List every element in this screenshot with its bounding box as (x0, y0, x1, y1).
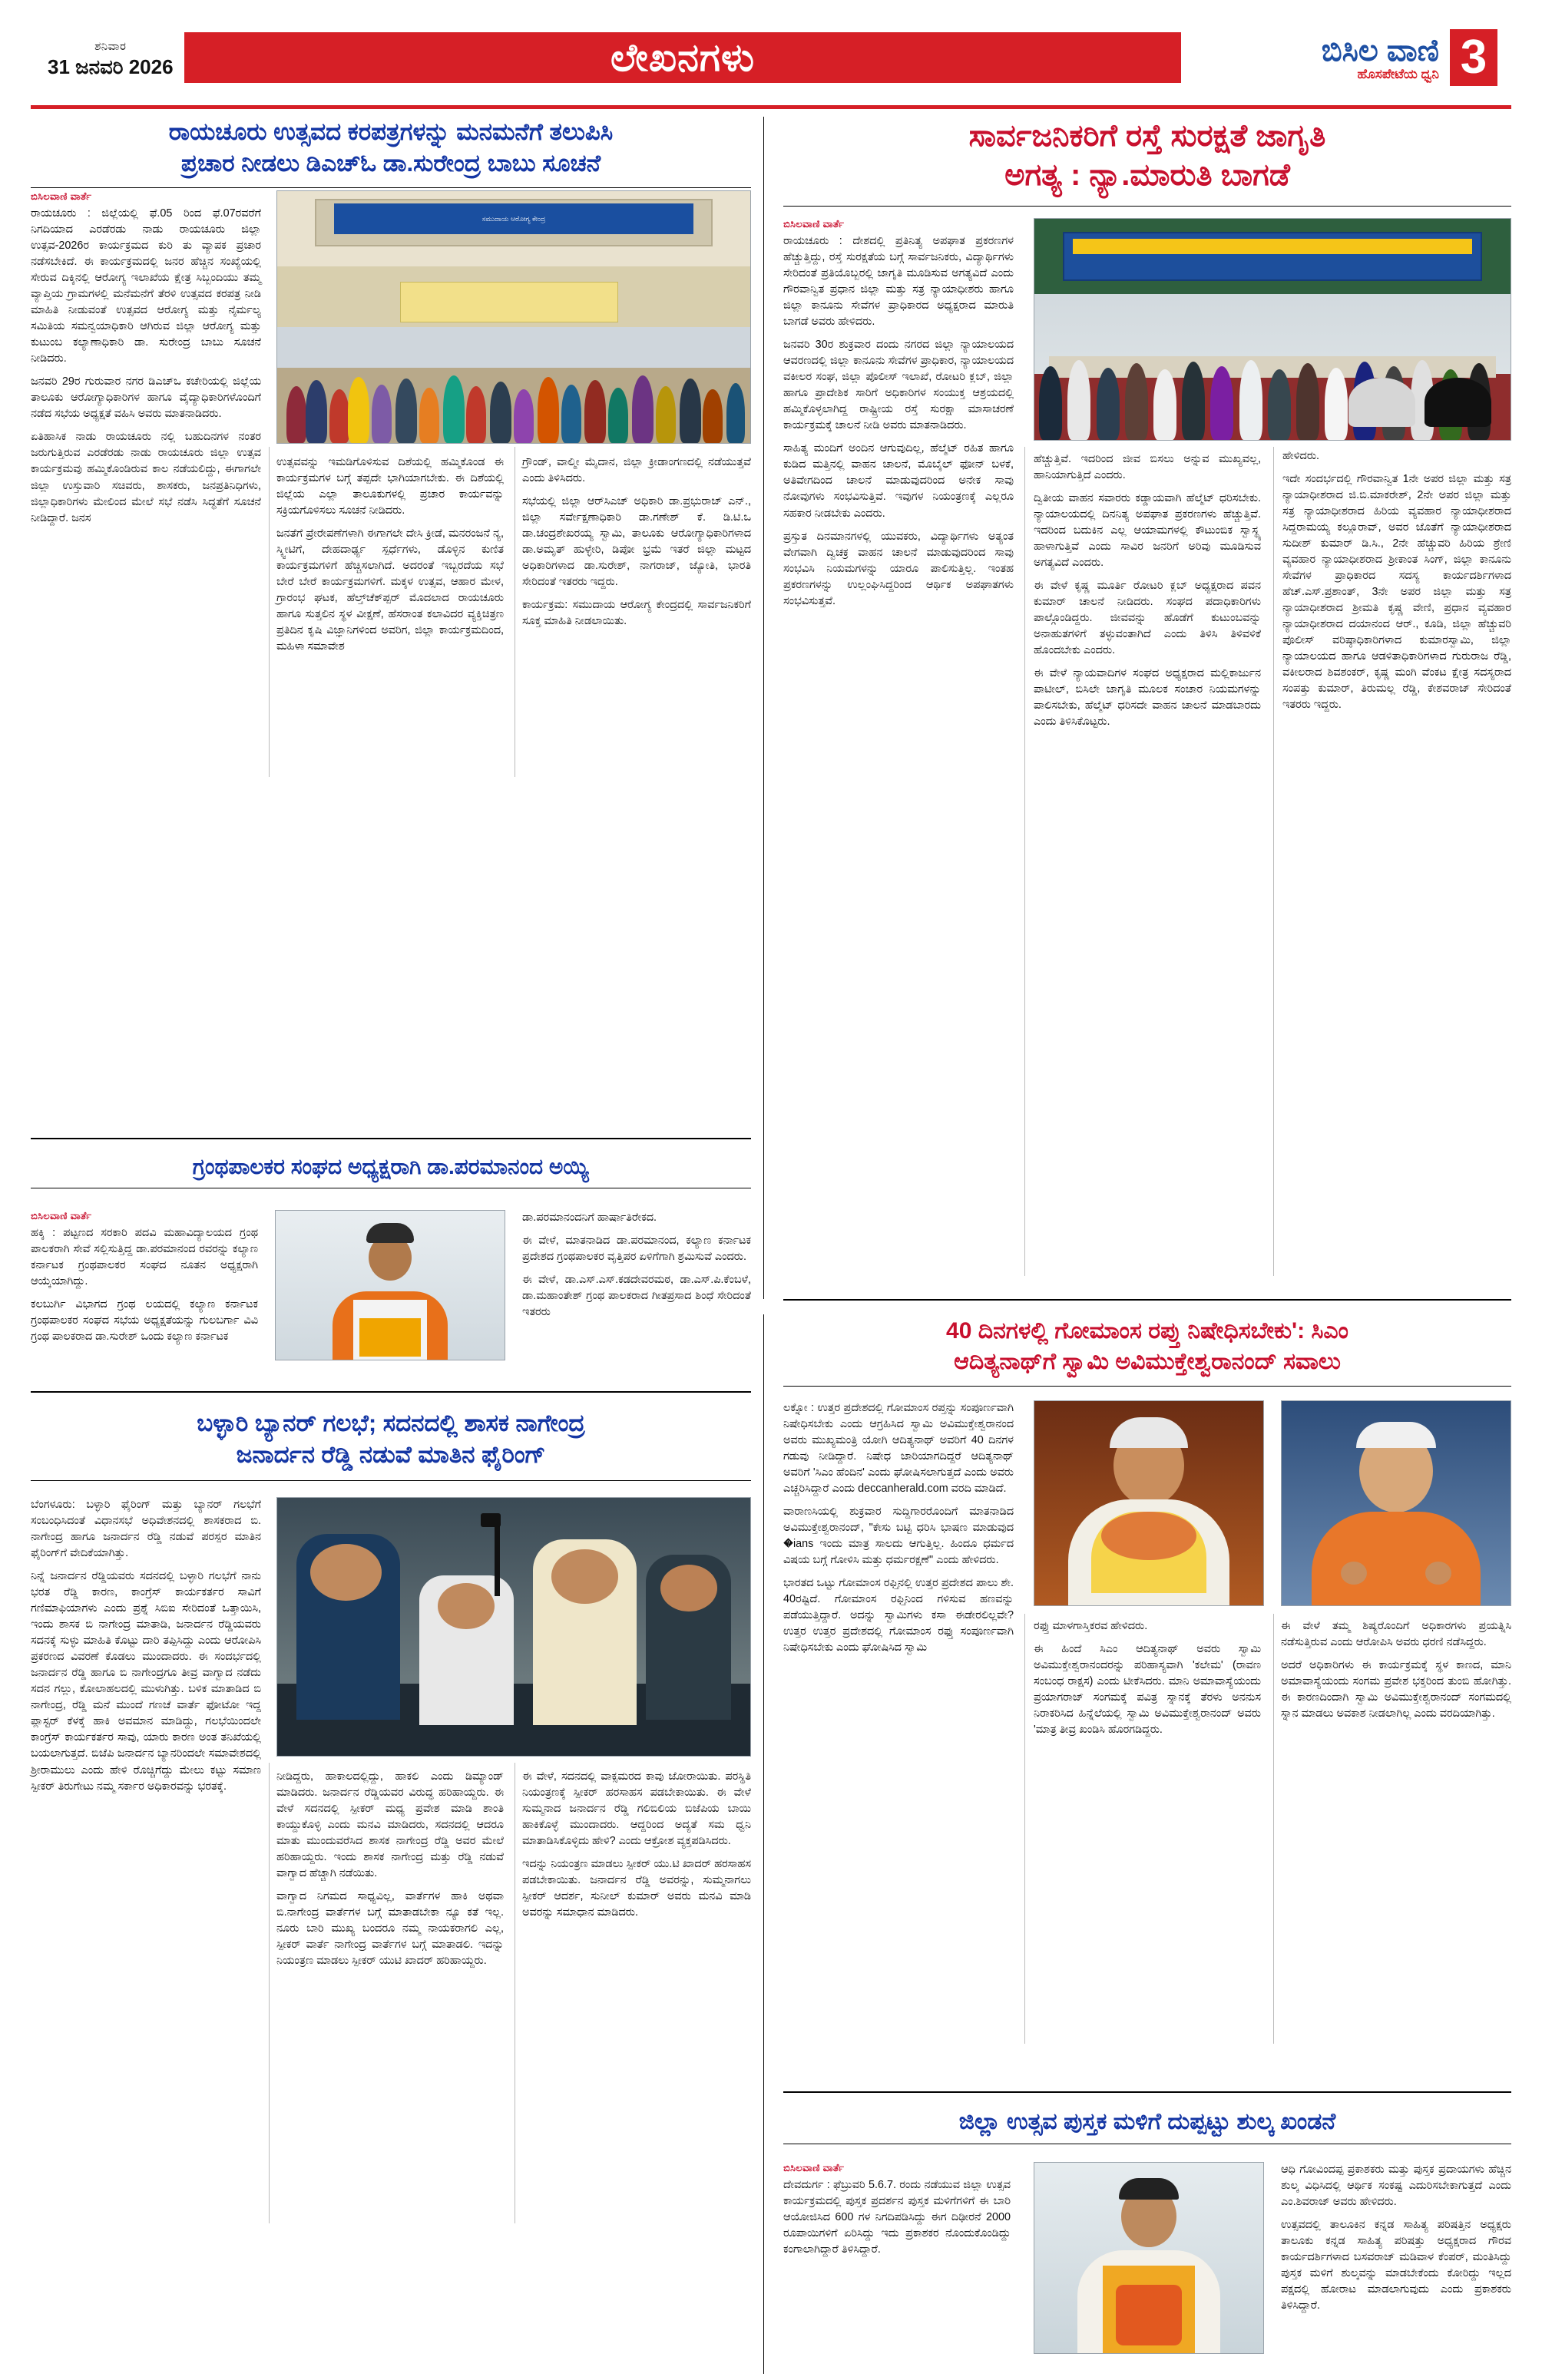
article6-col1-body (783, 2177, 1011, 2258)
article5-photo-swami (1034, 1400, 1264, 1606)
column-divider-center-bottom (763, 1314, 764, 2374)
article2-headline-line1: ಸಾರ್ವಜನಿಕರಿಗೆ ರಸ್ತೆ ಸುರಕ್ಷತೆ ಜಾಗೃತಿ (968, 119, 1326, 153)
article2-col2-p1: ಹೆಚ್ಚುತ್ತಿವೆ. ಇದರಿಂದ ಜೀವ ಬಿಸಲು ಅನ್ನುವ ಮುಖ್ಯವಲ್ಲ, ಹಾನಿಯಾಗುತ್ತಿದೆ ಎಂದರು. (1034, 453, 1261, 482)
article3-column-2 (522, 1210, 751, 1327)
article5-col-rule-1 (1024, 1614, 1025, 2044)
article5-column-1 (783, 1400, 1014, 1663)
article3-headline: ಗ್ರಂಥಪಾಲಕರ ಸಂಘದ ಅಧ್ಯಕ್ಷರಾಗಿ ಡಾ.ಪರಮಾನಂದ ಅಯ್ಯಿ (192, 1155, 590, 1178)
article4-column-3 (522, 1769, 751, 1928)
article5-col-rule-2 (1273, 1614, 1274, 2044)
article5-col1-body (783, 1400, 1014, 1656)
masthead-date-block (48, 40, 174, 79)
article5-col1-p1: ಲಕ್ನೋ : ಉತ್ತರ ಪ್ರದೇಶದಲ್ಲಿ ಗೋಮಾಂಸ ರಪ್ತನ್ನು ಸಂಪೂರ್ಣವಾಗಿ ನಿಷೇಧಿಸಬೇಕು ಎಂದು ಆಗ್ರಹಿಸಿದ ಸ್ವಾಮಿ ಅವಿಮುಕ್ತೇಶ್ವರಾನಂದ ಅವರು ಮುಖ್ಯಮಂತ್ರಿ ಯೋಗಿ ಆದಿತ್ಯನಾಥ್ ಅವರಿಗೆ 40 ದಿನಗಳ ಗಡುವು ನೀಡಿದ್ದಾರೆ. ನಿಷೇಧ ಜಾರಿಯಾಗದಿದ್ದರೆ ಆದಿತ್ಯನಾಥ್ ಅವರಿಗೆ 'ಸಿಎಂ ಹೆಂದಿನ' ಎಂದು ಘೋಷಿಸಲಾಗುತ್ತದೆ ಎಂದು ಅವರು ಎಚ್ಚರಿಸಿದ್ದಾರೆ ಎಂದು deccanherald.com ವರದಿ ಮಾಡಿದೆ. (783, 1402, 1014, 1496)
article5-column-3 (1281, 1618, 1511, 1729)
article1-col2-body (276, 455, 504, 655)
article1-col1-p2: ಜನವರಿ 29ರ ಗುರುವಾರ ನಗರ ಡಿಎಚ್‌ಒ ಕಚೇರಿಯಲ್ಲಿ ಜಿಲ್ಲೆಯ ತಾಲೂಕು ಆರೋಗ್ಯಾಧಿಕಾರಿಗಳ ಹಾಗೂ ವೈದ್ಯಾಧಿಕಾರಿಗಳೊಂದಿಗೆ ನಡೆದ ಸಭೆಯ ಅಧ್ಯಕ್ಷತೆ ವಹಿಸಿ ಅವರು ಮಾತನಾಡಿದರು. (31, 375, 261, 421)
article5-col3-p2: ಅದರೆ ಅಧಿಕಾರಿಗಳು ಈ ಕಾರ್ಯಕ್ರಮಕ್ಕೆ ಸ್ಥಳ ಕಾಣದ, ಮಾನಿ ಅಮಾವಾಸ್ಯೆಯಂದು ಸಂಗಮ ಪ್ರವೇಶ ಭಕ್ತರಿಂದ ತುಂಬಿ ಹೋಗಿತ್ತು. ಈ ಕಾರಣದಿಂದಾಗಿ ಸ್ವಾಮಿ ಅವಿಮುಕ್ತೇಶ್ವರಾನಂದ್ ಸಂಗಮದಲ್ಲಿ ಸ್ನಾನ ಮಾಡಲು ಅವಕಾಶ ನೀಡಲಾಗಿಲ್ಲ ಎಂದು ವರದಿಯಾಗಿತ್ತು. (1281, 1659, 1511, 1721)
article-librarian-association (31, 1153, 751, 1344)
article1-col1-body (31, 206, 261, 527)
article4-headline-line2: ಜನಾರ್ದನ ರೆಡ್ಡಿ ನಡುವೆ ಮಾತಿನ ಫೈರಿಂಗ್ (236, 1440, 546, 1468)
article4-col1-body (31, 1497, 261, 1795)
article1-col2-p1: ಉತ್ಸವವನ್ನು ಇಮಡಿಗೊಳಿಸುವ ದಿಶೆಯಲ್ಲಿ ಹಮ್ಮಿಕೊಂಡ ಈ ಕಾರ್ಯಕ್ರಮಗಳ ಬಗ್ಗೆ ತಪ್ಪದೇ ಭಾಗಿಯಾಗಬೇಕು. ಈ ದಿಶೆಯಲ್ಲಿ ಜಿಲ್ಲೆಯ ಎಲ್ಲಾ ತಾಲೂಕುಗಳಲ್ಲಿ ಪ್ರಚಾರ ಕಾರ್ಯವನ್ನು ಸಕ್ರಿಯಗೊಳಿಸಲು ಸೂಚನೆ ನೀಡಿದರು. (276, 456, 504, 517)
article6-column-1 (783, 2162, 1011, 2265)
article1-col3-p1: ಗ್ರೌಂಡ್, ವಾಲ್ಮೀ ಮೈದಾನ, ಜಿಲ್ಲಾ ಕ್ರೀಡಾಂಗಣದಲ್ಲಿ ನಡೆಯುತ್ತವೆ ಎಂದು ತಿಳಿಸಿದರು. (522, 456, 751, 485)
masthead-brand (1322, 34, 1439, 82)
article1-column-2 (276, 455, 504, 662)
article2-col3-p2: ಇದೇ ಸಂದರ್ಭದಲ್ಲಿ ಗೌರವಾನ್ವಿತ 1ನೇ ಅಪರ ಜಿಲ್ಲಾ ಮತ್ತು ಸತ್ರ ನ್ಯಾಯಾಧೀಶರಾದ ಜಿ.ಬಿ.ಮಾಕರೇಶ್, 2ನೇ ಅಪರ ಜಿಲ್ಲಾ ಮತ್ತು ಸತ್ರ ನ್ಯಾಯಾಧೀಶರಾದ ಹಿರಿಯ ವ್ಯವಹಾರ ನ್ಯಾಯಾಧೀಶರಾದ ಸಿದ್ದರಾಮಯ್ಯ ಕಲ್ಲೂರಾವ್, ಅವರ ಜೊತೆಗೆ ನ್ಯಾಯಾಧೀಶರಾದ ಸುದೀಶ್ ಕುಮಾರ್ ಡಿ.ಸಿ., 2ನೇ ಹೆಚ್ಚುವರಿ ಹಿರಿಯ ಶ್ರೇಣಿ ವ್ಯವಹಾರ ನ್ಯಾಯಾಧೀಶರಾದ ಶ್ರೀಕಾಂತ ಸಿಂಗ್, ಜಿಲ್ಲಾ ಕಾನೂನು ಸೇವೆಗಳ ಪ್ರಾಧಿಕಾರದ ಸದಸ್ಯ ಕಾರ್ಯದರ್ಶಿಗಳಾದ ಹೆಚ್‌.ಎಸ್.ಪ್ರಶಾಂತ್, 3ನೇ ಅಪರ ಜಿಲ್ಲಾ ಮತ್ತು ಸತ್ರ ನ್ಯಾಯಾಧೀಶರಾದ ಶ್ರೀಮತಿ ಕೃಷ್ಣ ವೇಣಿ, ಪ್ರಧಾನ ವ್ಯವಹಾರ ನ್ಯಾಯಾಧೀಶರಾದ ದಯಾನಂದ ಆರ್., ಕೂಡಿ, ಜಿಲ್ಲಾ ಹೆಚ್ಚುವರಿ ಪೊಲೀಸ್ ವರಿಷ್ಠಾಧಿಕಾರಿಗಳಾದ ಕುಮಾರಸ್ವಾಮಿ, ಜಿಲ್ಲಾ ನ್ಯಾಯಾಲಯದ ಹಾಗೂ ಆಡಳಿತಾಧಿಕಾರಿಗಳಾದ ಗುರುರಾಜ ರೆಡ್ಡಿ, ವಕೀಲರಾದ ಶಿವಶಂಕರ್, ಕೃಷ್ಣ ಮಂಗಿ ವೆಂಕಟ ಕ್ಷೇತ್ರ ಸದಸ್ಯರಾದ ಸಂಪತ್ತು ಕುಮಾರ್, ತಿರುಮಲ್ಲ ರೆಡ್ಡಿ, ಕೇಶವರಾಜ್ ಸೇರಿದಂತೆ ಇತರರು ಇದ್ದರು. (1282, 473, 1511, 712)
article4-col1-p1: ಬೆಂಗಳೂರು: ಬಳ್ಳಾರಿ ಫೈರಿಂಗ್ ಮತ್ತು ಬ್ಯಾನರ್ ಗಲಭೆಗೆ ಸಂಬಂಧಿಸಿದಂತೆ ವಿಧಾನಸಭೆ ಅಧಿವೇಶನದಲ್ಲಿ ಶಾಸಕರಾದ ಬಿ. ನಾಗೇಂದ್ರ ಹಾಗೂ ಜನಾರ್ದನ ರೆಡ್ಡಿ ನಡುವೆ ಪರಸ್ಪರ ಮಾತಿನ ಫೈರಿಂಗ್‌ಗೆ ವೇದಿಕೆಯಾಗಿತ್ತು. (31, 1499, 261, 1560)
article1-column-3 (522, 455, 751, 636)
article1-col3-p2: ಸಭೆಯಲ್ಲಿ ಜಿಲ್ಲಾ ಆರ್‌ಸಿಎಚ್‌ ಅಧಿಕಾರಿ ಡಾ.ಪ್ರಭುರಾಜ್ ಎನ್., ಜಿಲ್ಲಾ ಸರ್ವೇಕ್ಷಣಾಧಿಕಾರಿ ಡಾ.ಗಣೇಶ್ ಕೆ. ಡಿ.ಟಿ.ಒ ಡಾ.ಚಂದ್ರಶೇಖರಯ್ಯ ಸ್ವಾಮಿ, ತಾಲೂಕು ಆರೋಗ್ಯಾಧಿಕಾರಿಗಳಾದ ಡಾ.ಅಮೃತ್ ಹುಳ್ಳೇರಿ, ಡಿಪೋ ಭ್ರಮೆ ಇತರೆ ಜಿಲ್ಲಾ ಮಟ್ಟದ ಅಧಿಕಾರಿಗಳಾದ ಡಾ.ಸುರೇಶ್, ನಾಗರಾಜ್, ಜ್ಯೋತಿ, ಭಾರತಿ ಸೇರಿದಂತೆ ಇತರರು ಇದ್ದರು. (522, 495, 751, 589)
article1-col2-p2: ಜನತೆಗೆ ಪ್ರೇರೇಪಣೆಗಳಾಗಿ ಈಗಾಗಲೇ ದೇಸಿ ಕ್ರೀಡೆ, ಮನರಂಜನೆ ನ್ಯ, ಸ್ಕ್ವೀಟಿಗೆ, ದೇಹದಾರ್ಢ್ಯ ಸ್ಪರ್ಧೆಗಳು, ಡೊಳ್ಳಿನ ಕುಣಿತ ಕಾರ್ಯಕ್ರಮಗಳಿಗೆ ಹೆಚ್ಚಿಸಲಾಗಿದೆ. ಅದರಂತೆ ಇಬ್ಬರದೆಯ ಸಭೆ ಬೇರೆ ಬೇರೆ ಕಾರ್ಯಕ್ರಮಗಳಿಗೆ. ಮಕ್ಕಳ ಉತ್ಸವ, ಆಹಾರ ಮೇಳ, ಗ್ರಾರಂಭ ಘಟಕ, ಹೆಲ್ತ್‌ಚೆಕ್‌ಪ್ಪರ್ ಮೊದಲಾದ ರಾಯಚೂರು ಹಾಗೂ ಸುತ್ತಲಿನ ಸ್ಥಳ ವೀಕ್ಷಣೆ, ಹೆಸರಾಂತ ಕಲಾವಿದರ ವ್ಯಕ್ತಿಚಿತ್ರಣ ಪ್ರತಿದಿನ ಕೃಷಿ ವಿಜ್ಞಾನಿಗಳಿಂದ ಅವರಿಗ, ಜಿಲ್ಲಾ ಕಾರ್ಯಕ್ರಮದಿಂದ, ಮಹಿಳಾ ಸಮಾವೇಶ (276, 527, 504, 653)
article5-col2-body (1034, 1618, 1261, 1738)
article1-col-rule-1 (269, 447, 270, 777)
article2-column-1 (783, 218, 1014, 616)
article6-col2-p1: ಆಧಿ ಗೋವಿಂದಪ್ಪ ಪ್ರಕಾಶಕರು ಮತ್ತು ಪುಸ್ತಕ ಪ್ರದಾಯಗಳು ಹೆಚ್ಚಿನ ಶುಲ್ಕ ವಿಧಿಸಿದಲ್ಲಿ ಆರ್ಥಿಕ ಸಂಕಷ್ಟ ಎದುರಿಸಬೇಕಾಗುತ್ತದೆ ಎಂದು ಎಂ.ಶಿವರಾಜ್ ಅವರು ಹೇಳಿದರು. (1281, 2163, 1511, 2209)
article6-headline: ಜಿಲ್ಲಾ ಉತ್ಸವ ಪುಸ್ತಕ ಮಳಿಗೆ ದುಪ್ಪಟ್ಟು ಶುಲ್ಕ ಖಂಡನೆ (958, 2109, 1336, 2134)
article5-headline-line2: ಆದಿತ್ಯನಾಥ್‌ಗೆ ಸ್ವಾಮಿ ಅವಿಮುಕ್ತೇಶ್ವರಾನಂದ್ ಸವಾಲು (954, 1348, 1341, 1374)
article5-headline (783, 1316, 1511, 1377)
article-assembly-banner-row (31, 1408, 751, 1968)
article2-col2-p4: ಈ ವೇಳೆ ನ್ಯಾಯವಾದಿಗಳ ಸಂಘದ ಅಧ್ಯಕ್ಷರಾದ ಮಲ್ಲಿಕಾರ್ಜುನ ಪಾಟೀಲ್, ಬಿಸಿಲೇ ಜಾಗೃತಿ ಮೂಲಕ ಸಂಚಾರ ನಿಯಮಗಳನ್ನು ಪಾಲಿಸಬೇಕು, ಹೆಲ್ಮೆಟ್ ಧರಿಸದೇ ವಾಹನ ಚಾಲನೆ ಮಾಡಬಾರದು ಎಂದು ತಿಳಿಸಿಕೊಟ್ಟರು. (1034, 667, 1261, 729)
article3-bottom-rule (31, 1391, 751, 1393)
article6-col2-body (1281, 2162, 1511, 2314)
article5-column-2 (1034, 1618, 1261, 1745)
article1-headline-line2: ಪ್ರಚಾರ ನೀಡಲು ಡಿಎಚ್‌ಓ ಡಾ.ಸುರೇಂದ್ರ ಬಾಬು ಸೂಚನೆ (180, 149, 601, 177)
article1-column-1 (31, 190, 261, 534)
article3-portrait-photo (275, 1210, 505, 1360)
article4-col2-p1: ನೀಡಿದ್ದರು, ಹಾಕಾಲದಲ್ಲಿದ್ದು, ಹಾಕಲಿ ಎಂದು ಡಿಮ್ಯಾಂಡ್ ಮಾಡಿದರು. ಜನಾರ್ದನ ರೆಡ್ಡಿಯವರ ವಿರುದ್ಧ ಹರಿಹಾಯ್ದರು. ಈ ವೇಳೆ ಸದನದಲ್ಲಿ ಸ್ಪೀಕರ್ ಮಧ್ಯ ಪ್ರವೇಶ ಮಾಡಿ ಶಾಂತಿ ಕಾಯ್ದುಕೊಳ್ಳಿ ಎಂದು ಮನವಿ ಮಾಡಿದರು, ಸದನದಲ್ಲಿ ಆದರೂ ಮಾತು ಮುಂದುವರೆಸಿದ ಶಾಸಕ ನಾಗೇಂದ್ರ ರೆಡ್ಡಿ ಅವರ ಮೇಲೆ ಹರಿಹಾಯ್ದರು. ಇಂದು ಶಾಸಕ ನಾಗೇಂದ್ರ ಮತ್ತು ರೆಡ್ಡಿ ನಡುವೆ ವಾಗ್ವಾದ ಹೆಚ್ಚಾಗಿ ನಡೆಯಿತು. (276, 1770, 504, 1880)
article3-col2-body (522, 1210, 751, 1321)
article2-headline-line2: ಅಗತ್ಯ : ನ್ಯಾ.ಮಾರುತಿ ಬಾಗಡೆ (1004, 158, 1290, 193)
article4-column-1 (31, 1497, 261, 1802)
article1-col1-p1: ರಾಯಚೂರು : ಜಿಲ್ಲೆಯಲ್ಲಿ ಫೆ.05 ರಿಂದ ಫೆ.07ರವರೆಗೆ ನಿಗದಿಯಾದ ಎರಡೆರಡು ನಾಡು ರಾಯಚೂರು ಜಿಲ್ಲಾ ಉತ್ಸವ-2026ರ ಕಾರ್ಯಕ್ರಮದ ಕುರಿ ತು ವ್ಯಾಪಕ ಪ್ರಚಾರ ನಡೆಸಬೇಕಿದೆ. ಈ ಕಾರ್ಯಕ್ರಮದಲ್ಲಿ ಜನರ ಹೆಚ್ಚಿನ ಸಂಖ್ಯೆಯಲ್ಲಿ ಸೇರುವ ದಿಕ್ಕಿನಲ್ಲಿ ಆರೋಗ್ಯ ಇಲಾಖೆಯ ಕ್ಷೇತ್ರ ಸಿಬ್ಬಂದಿಯು ತಮ್ಮ ವ್ಯಾಪ್ತಿಯ ಗ್ರಾಮಗಳಲ್ಲಿ ಮನೆಮನೆಗೆ ತೆರಳಿ ಉತ್ಸವದ ಕರಪತ್ರ ನೀಡಿ ಮಾಹಿತಿ ನೀಡುವಂತೆ ಉತ್ಸವದ ಆರೋಗ್ಯ ಮತ್ತು ನೈರ್ಮಲ್ಯ ಸಮಿತಿಯ ಸಮನ್ವಯಾಧಿಕಾರಿ ಆಗಿರುವ ಜಿಲ್ಲಾ ಆರೋಗ್ಯ ಮತ್ತು ಕುಟುಂಬ ಕಲ್ಯಾಣಾಧಿಕಾರಿ ಡಾ. ಸುರೇಂದ್ರ ಬಾಬು ಸೂಚನೆ ನೀಡಿದರು. (31, 207, 261, 365)
article6-byline: ಬಿಸಿಲವಾಣಿ ವಾರ್ತೆ (783, 2162, 845, 2173)
article5-col1-p3: ಭಾರತದ ಒಟ್ಟು ಗೋಮಾಂಸ ರಫ್ತಿನಲ್ಲಿ ಉತ್ತರ ಪ್ರದೇಶದ ಪಾಲು ಶೇ. 40ರಷ್ಟಿದೆ. ಗೋಮಾಂಸ ರಫ್ತಿನಿಂದ ಗಳಿಸುವ ಹಣವನ್ನು ಪಡೆಯುತ್ತಿದ್ದಾರೆ. ಅದನ್ನು ಸ್ವಾಮಿಗಳು ಕಸಾ ಈಡೇರಲಿಲ್ಲವೇ? ಉತ್ತರ ಉತ್ತರ ಪ್ರದೇಶದಲ್ಲಿ ಗೋಮಾಂಸ ರಫ್ತು ಸಂಪೂರ್ಣವಾಗಿ ನಿಷೇಧಿಸಬೇಕು ಎಂದು ಘೋಷಿಸಿದ ಸ್ವಾಮಿ (783, 1577, 1014, 1654)
article3-byline: ಬಿಸಿಲವಾಣಿ ವಾರ್ತೆ (31, 1210, 92, 1221)
article2-col1-p4: ಪ್ರಸ್ತುತ ದಿನಮಾನಗಳಲ್ಲಿ ಯುವಕರು, ವಿದ್ಯಾರ್ಥಿಗಳು ಅತ್ಯಂತ ವೇಗವಾಗಿ ದ್ವಿಚಕ್ರ ವಾಹನ ಚಾಲನೆ ಮಾಡುವುದರಿಂದ ಸಾವು ಸಂಭವಿಸಿ ನಿಯಮಗಳನ್ನು ಯಾರೂ ಪಾಲಿಸುತ್ತಿಲ್ಲ. ಇಂತಹ ಪ್ರಕರಣಗಳನ್ನು ಉಲ್ಲಂಘಿಸಿದ್ದರಿಂದ ಆರ್ಥಿಕ ಅಪಘಾತಗಳು ಸಂಭವಿಸುತ್ತವೆ. (783, 530, 1014, 607)
article5-col1-p2: ವಾರಾಣಸಿಯಲ್ಲಿ ಶುಕ್ರವಾರ ಸುದ್ದಿಗಾರರೊಂದಿಗೆ ಮಾತನಾಡಿದ ಅವಿಮುಕ್ತೇಶ್ವರಾನಂದ್, "ಕೇಸು ಬಟ್ಟಿ ಧರಿಸಿ ಭಾಷಣ ಮಾಡುವುದ �ians ಇಂದು ಮಾತ್ರ ಸಾಲದು ಆಗುತ್ತಿಲ್ಲ. ಹಿಂದೂ ಧರ್ಮದ ವಿಷಯ ಬಗ್ಗೆ ಗೋಳಿಸಿ ಮತ್ತು ಧರ್ಮರಕ್ಷಣೆ" ಎಂದು ಹೇಳಿದರು. (783, 1506, 1014, 1567)
article5-col2-p2: ಈ ಹಿಂದೆ ಸಿಎಂ ಆದಿತ್ಯನಾಥ್ ಅವರು ಸ್ವಾಮಿ ಅವಿಮುಕ್ತೇಶ್ವರಾನಂದರನ್ನು ಪರಿಹಾಸ್ಯವಾಗಿ 'ಕಲೇಮ' (ರಾವಣ ಸಂಬಂಧ ರಾಕ್ಷಸ) ಎಂದು ಟೀಕೆಸಿದರು. ಮಾನಿ ಅಮಾವಾಸ್ಯೆಯಂದು ಪ್ರಯಾಗರಾಜ್ ಸಂಗಮಕ್ಕೆ ಪವಿತ್ರ ಸ್ನಾನಕ್ಕೆ ತೆರಳು ಅನನುಸ ನಿರಾಕರಿಸಿದ ಹಿನ್ನೆಲೆಯಲ್ಲಿ ಸ್ವಾಮಿ ಅವಿಮುಕ್ತೇಶ್ವರಾನಂದ್ ಅವರು 'ಮಾತ್ರ ತೀವ್ರ ಖಂಡಿಸಿ ಹೊರಗಡಿದ್ದರು. (1034, 1643, 1261, 1737)
masthead-date: 31 ಜನವರಿ 2026 (48, 55, 174, 78)
article2-col1-p3: ಸಾಹಿತ್ಯ ಮಂದಿಗೆ ಅಂದಿನ ಆಗುವುದಿಲ್ಲ, ಹೆಲ್ಮೆಟ್ ರಹಿತ ಹಾಗೂ ಕುಡಿದ ಮತ್ತಿನಲ್ಲಿ ವಾಹನ ಚಾಲನೆ, ಮೊಬೈಲ್ ಫೋನ್ ಬಳಕೆ, ಅತಿವೇಗದಿಂದ ಚಾಲನೆ ಮಾಡುವುದರಿಂದ ಅನೇಕ ಸಾವು ನೋವುಗಳು ಸಂಭವಿಸುತ್ತಿವೆ. ಇವುಗಳ ನಿಯಂತ್ರಣಕ್ಕೆ ಎಲ್ಲರೂ ಸಹಕಾರ ನೀಡಬೇಕು ಎಂದರು. (783, 442, 1014, 520)
masthead-brand-block (1322, 29, 1497, 86)
article2-col3-body (1282, 448, 1511, 714)
article2-byline: ಬಿಸಿಲವಾಣಿ ವಾರ್ತೆ (783, 218, 845, 230)
page-body (31, 117, 1511, 2374)
article2-bottom-rule (783, 1299, 1511, 1301)
article5-headline-line1: 40 ದಿನಗಳಲ್ಲಿ ಗೋಮಾಂಸ ರಪ್ತು ನಿಷೇಧಿಸಬೇಕು': ಸಿಎಂ (946, 1318, 1348, 1344)
masthead-section-title: ಲೇಖನಗಳು (610, 35, 756, 79)
article5-photo-cm (1281, 1400, 1511, 1606)
masthead (31, 26, 1511, 109)
article2-col1-body (783, 233, 1014, 610)
article5-col2-p1: ರಫ್ತು ಮಾಳಗಾಸ್ತಿಕರವ ಹೇಳಿದರು. (1034, 1620, 1148, 1632)
article3-col1-p1: ಹಕ್ಕಿ : ಪಟ್ಟಣದ ಸರಕಾರಿ ಪದವಿ ಮಹಾವಿದ್ಯಾಲಯದ ಗ್ರಂಥ ಪಾಲಕರಾಗಿ ಸೇವೆ ಸಲ್ಲಿಸುತ್ತಿದ್ದ ಡಾ.ಪರಮಾನಂದ ರವರನ್ನು ಕಲ್ಯಾಣ ಕರ್ನಾಟಕ ಗ್ರಂಥಪಾಲಕರ ಸಂಘದ ನೂತನ ಅಧ್ಯಕ್ಷರಾಗಿ ಆಯ್ಕೆಯಾಗಿದ್ದು. (31, 1227, 258, 1288)
article4-col3-p1: ಈ ವೇಳೆ, ಸದನದಲ್ಲಿ ವಾಕ್ಸಮರದ ಕಾವು ಜೋರಾಯಿತು. ಪರಸ್ಥಿತಿ ನಿಯಂತ್ರಣಕ್ಕೆ ಸ್ಪೀಕರ್ ಹರಸಾಹಸ ಪಡಬೇಕಾಯಿತು. ಈ ವೇಳೆ ಸುಮ್ಮನಾದ ಜನಾರ್ದನ ರೆಡ್ಡಿ ಗಲಿಬಿಲಿಯ ಬಿಜೆಪಿಯ ಬಾಯಿ ಹಾಕಿಕೊಳ್ಳೆ ಮುಂದಾದರು. ಆದ್ದರಿಂದ ಅದ್ಯತೆ ಸಮ ಧ್ವನಿ ಮಾತಾಡಿಸಿಕೊಳ್ಳಿದು ಹೇಳಿ? ಎಂದು ಆಕ್ರೋಶ ವ್ಯಕ್ತಪಡಿಸಿದರು. (522, 1770, 751, 1848)
article4-column-2 (276, 1769, 504, 1976)
article2-col1-p2: ಜನವರಿ 30ರ ಶುಕ್ರವಾರ ದಂದು ನಗರದ ಜಿಲ್ಲಾ ನ್ಯಾಯಾಲಯದ ಆವರಣದಲ್ಲಿ ಜಿಲ್ಲಾ ಕಾನೂನು ಸೇವೆಗಳ ಪ್ರಾಧಿಕಾರ, ನ್ಯಾಯಾಲಯದ ವಕೀಲರ ಸಂಘ, ಜಿಲ್ಲಾ ಪೊಲೀಸ್ ಇಲಾಖೆ, ರೋಟರಿ ಕ್ಲಬ್, ಜಿಲ್ಲಾ ಹಾಗೂ ಪ್ರಾದೇಶಿಕ ಸಾರಿಗೆ ಅಧಿಕಾರಿಗಳ ಸಂಯುಕ್ತ ಆಶ್ರಯದಲ್ಲಿ ಹಮ್ಮಿಕೊಳ್ಳಲಾಗಿದ್ದ ರಾಷ್ಟ್ರೀಯ ರಸ್ತೆ ಸುರಕ್ಷಾ ಮಾಸಾಚರಣೆ ಕಾರ್ಯಕ್ರಮಕ್ಕೆ ಚಾಲನೆ ನೀಡಿ ಅವರು ಮಾತನಾಡಿದರು. (783, 339, 1014, 432)
article2-col2-body (1034, 451, 1261, 731)
article1-col1-p3: ಏತಿಹಾಸಿಕ ನಾಡು ರಾಯಚೂರು ನಲ್ಲಿ ಬಹುದಿನಗಳ ನಂತರ ಜರುಗುತ್ತಿರುವ ಎರಡೆರಡು ನಾಡು ರಾಯಚೂರು ಜಿಲ್ಲಾ ಉತ್ಸವ ಕಾರ್ಯಕ್ರಮವು ಹಮ್ಮಿಕೊಂಡಿರುವ ಕಾಲ ನಡೆಯಲಿದ್ದು, ಈಗಾಗಲೇ ಜಿಲ್ಲಾ ಉಸ್ತುವಾರಿ ಸಚಿವರು, ಶಾಸಕರು, ಜನಪ್ರತಿನಿಧಿಗಳು, ಜಿಲ್ಲಾಧಿಕಾರಿಗಳು ಮೇಲಿಂದ ಮೇಲೆ ಸಭೆ ನಡೆಸಿ ಸಿದ್ಧತೆಗೆ ಸೂಚನೆ ನೀಡಿದ್ದಾರೆ. ಜನಸ (31, 431, 261, 524)
article6-column-2 (1281, 2162, 1511, 2321)
article1-photo: ಸಮುದಾಯ ಆರೋಗ್ಯ ಕೇಂದ್ರ (276, 190, 751, 444)
article2-col2-p2: ದ್ವಿತೀಯ ವಾಹನ ಸವಾರರು ಕಡ್ಡಾಯವಾಗಿ ಹೆಲ್ಮೆಟ್ ಧರಿಸಬೇಕು. ನ್ಯಾಯಾಲಯದಲ್ಲಿ ದಿನನಿತ್ಯ ಅಪಘಾತ ಪ್ರಕರಣಗಳು ಹೆಚ್ಚುತ್ತಿವೆ. ಇದರಿಂದ ಬದುಕಿನ ಎಲ್ಲ ಆಯಾಮಗಳಲ್ಲಿ ಕೌಟುಂಬಿಕ ಸ್ವಾಸ್ಥ್ಯ ಹಾಳಾಗುತ್ತಿವೆ ಎಂದು ಸಾವಿರ ಜನರಿಗೆ ಅರಿವು ಮೂಡಿಸುವ ಅಗತ್ಯವಿದೆ ಎಂದರು. (1034, 492, 1261, 570)
masthead-day: ಶನಿವಾರ (94, 40, 127, 53)
article4-col3-p2: ಇದನ್ನು ನಿಯಂತ್ರಣ ಮಾಡಲು ಸ್ಪೀಕರ್ ಯು.ಟಿ ಖಾದರ್ ಹರಸಾಹಸ ಪಡಬೇಕಾಯಿತು. ಜನಾರ್ದನ ರೆಡ್ಡಿ ಅವರನ್ನು, ಸುಮ್ಮನಾಗಲು ಸ್ಪೀಕರ್ ಆದರ್ಶ, ಸುನೀಲ್ ಕುಮಾರ್ ಅವರು ಮನವಿ ಮಾಡಿ ಅವರನ್ನು ಸಮಾಧಾನ ಮಾಡಿದರು. (522, 1858, 751, 1919)
article2-headline (783, 117, 1511, 195)
masthead-brand-tagline: ಹೊಸಪೇಟೆಯ ಧ್ವನಿ (1357, 66, 1439, 81)
article4-col2-body (276, 1769, 504, 1969)
article4-headline-line1: ಬಳ್ಳಾರಿ ಬ್ಯಾನರ್ ಗಲಭೆ; ಸದನದಲ್ಲಿ ಶಾಸಕ ನಾಗೇಂದ್ರ (197, 1410, 585, 1436)
article4-col2-p2: ವಾಗ್ವಾದ ನಿಗಮದ ಸಾಧ್ಯವಿಲ್ಲ, ವಾರ್ತೆಗಳ ಹಾಕಿ ಅಥವಾ ಬಿ.ನಾಗೇಂದ್ರ ವಾರ್ತೆಗಳ ಬಗ್ಗೆ ಮಾತಾಡಬೇಕಾ ನ್ಯೂ ಕತೆ ಇಲ್ಲ. ನೂರು ಬಾರಿ ಮುಖ್ಯ ಬಂದರೂ ನಮ್ಮ ನಾಯಕರಾಗಲಿ ಎಲ್ಲ, ಸ್ಪೀಕರ್ ವಾರ್ತೆ ನಾಗೇಂದ್ರ ವಾರ್ತೆಗಳ ಬಗ್ಗೆ ಮಾತಾಡಲಿ. ಇದನ್ನು ನಿಯಂತ್ರಣ ಮಾಡಲು ಸ್ಪೀಕರ್ ಯುಟಿ ಖಾದರ್ ಹರಿಹಾಯ್ದರು. (276, 1890, 504, 1968)
article2-column-3 (1282, 218, 1511, 721)
article2-col-rule-1 (1024, 447, 1025, 1276)
article6-col2-p2: ಉತ್ಸವದಲ್ಲಿ ತಾಲೂಕಿನ ಕನ್ನಡ ಸಾಹಿತ್ಯ ಪರಿಷತ್ತಿನ ಅಧ್ಯಕ್ಷರು ತಾಲೂಕು ಕನ್ನಡ ಸಾಹಿತ್ಯ ಪರಿಷತ್ತು ಅಧ್ಯಕ್ಷರಾದ ಗೌರವ ಕಾರ್ಯದರ್ಶಿಗಳಾದ ಬಸವರಾಜ್ ಮಡಿವಾಳ ಕೆಂಪರ್, ಮಂತಿಸಿದ್ದು ಪುಸ್ತಕ ಮಳಿಗೆ ಶುಲ್ಕವನ್ನು ಮಾಡಬೇಕೆಂದು ಕೋರಿದ್ದು ಇಲ್ಲದ ಪಕ್ಷದಲ್ಲಿ ಹೋರಾಟ ಮಾಡಲಾಗುವುದು ಎಂದು ಪ್ರಕಾಶಕರು ತಿಳಿಸಿದ್ದಾರೆ. (1281, 2219, 1511, 2312)
article3-col2-p2: ಈ ವೇಳೆ, ಮಾತನಾಡಿದ ಡಾ.ಪರಮಾನಂದ, ಕಲ್ಯಾಣ ಕರ್ನಾಟಕ ಪ್ರದೇಶದ ಗ್ರಂಥಪಾಲಕರ ವೃತ್ತಿಪರ ಏಳಿಗೆಗಾಗಿ ಶ್ರಮಿಸುವೆ ಎಂದರು. (522, 1235, 751, 1264)
article2-column-2 (1034, 451, 1261, 738)
article1-headline-line1: ರಾಯಚೂರು ಉತ್ಸವದ ಕರಪತ್ರಗಳನ್ನು ಮನಮನೆಗೆ ತಲುಪಿಸಿ (168, 118, 614, 145)
article4-col3-body (522, 1769, 751, 1921)
article5-bottom-rule (783, 2091, 1511, 2093)
article-beef-export (783, 1316, 1511, 1737)
article-book-stall-fee (783, 2107, 1511, 2312)
article3-col1-p2: ಕಲಬುರ್ಗಿ ವಿಭಾಗದ ಗ್ರಂಥ ಲಯದಲ್ಲಿ ಕಲ್ಯಾಣ ಕರ್ನಾಟಕ ಗ್ರಂಥಪಾಲಕರ ಸಂಘದ ಸಭೆಯ ಅಧ್ಯಕ್ಷತೆಯನ್ನು ಗುಲಬರ್ಗಾ ವಿವಿ ಗ್ರಂಥ ಪಾಲಕರಾದ ಡಾ.ಸುರೇಶ್ ಒಂದು ಕಲ್ಯಾಣ ಕರ್ನಾಟಕ (31, 1298, 258, 1344)
column-divider-center-top (763, 117, 764, 1299)
article2-col3-p1: ಹೇಳಿದರು. (1282, 450, 1320, 462)
article2-col2-p3: ಈ ವೇಳೆ ಕೃಷ್ಣ ಮೂರ್ತಿ ರೋಟರಿ ಕ್ಲಬ್ ಅಧ್ಯಕ್ಷರಾದ ಪವನ ಕುಮಾರ್ ಚಾಲನೆ ನೀಡಿದರು. ಸಂಘದ ಪದಾಧಿಕಾರಿಗಳು ಪಾಲ್ಗೊಂಡಿದ್ದರು. ಜೀವವನ್ನು ಹೊಡೆಗೆ ಕುಟುಂಬವನ್ನು ಅನಾಹುತಗಳಿಗೆ ತಳ್ಳುವಂತಾಗಿದೆ ಎಂದು ತಿಳಿಸಿ ತಿಳಿವಳಿಕೆ ಹೊಂದಬೇಕು ಎಂದರು. (1034, 580, 1261, 657)
article2-col-rule-2 (1273, 447, 1274, 1276)
article3-col2-p1: ಡಾ.ಪರಮಾನಂದನಿಗೆ ಹಾರ್ಷಾತಿರೇಕದ. (522, 1211, 657, 1224)
article3-col2-p3: ಈ ವೇಳೆ, ಡಾ.ಎಸ್.ಎಸ್.ಕಡದೇವರಮಠ, ಡಾ.ಎಸ್.ಪಿ.ಕೆಂಬಳೆ, ಡಾ.ಮಹಾಂತೇಶ್ ಗ್ರಂಥ ಪಾಲಕರಾದ ಗೀತಪ್ರಸಾದ ಶಿಂಧೆ ಸೇರಿದಂತೆ ಇತರರು (522, 1274, 751, 1319)
page-number: 3 (1450, 29, 1497, 86)
article6-col1-p1: ದೇವದುರ್ಗ : ಫೆಬ್ರುವರಿ 5.6.7. ರಂದು ನಡೆಯುವ ಜಿಲ್ಲಾ ಉತ್ಸವ ಕಾರ್ಯಕ್ರಮದಲ್ಲಿ ಪುಸ್ತಕ ಪ್ರದರ್ಶನ ಪುಸ್ತಕ ಮಳಿಗೆಗಳಿಗೆ ಈ ಬಾರಿ ಆಯೋಜಿಸಿದ 600 ಗಳ ನಿಗದಿಪಡಿಸಿದ್ದು ಈಗ ದಿಢೀರನೆ 2000 ರೂಪಾಯಿಗಳಿಗೆ ಏರಿಸಿದ್ದು ಇದು ಪ್ರಕಾಶಕರ ನೊಂದುಕೊಂಡಿದ್ದು ಕಂಗಾಲಾಗಿದ್ದಾರೆ ತಿಳಿಸಿದ್ದಾರೆ. (783, 2179, 1011, 2256)
masthead-section-banner (184, 32, 1181, 83)
article4-photo (276, 1497, 751, 1757)
article3-col1-body (31, 1225, 258, 1345)
article1-byline: ಬಿಸಿಲವಾಣಿ ವಾರ್ತೆ (31, 190, 92, 202)
article1-col3-body (522, 455, 751, 630)
article1-col3-p3: ಕಾರ್ಯಕ್ರಮ: ಸಮುದಾಯ ಆರೋಗ್ಯ ಕೇಂದ್ರದಲ್ಲಿ ಸಾರ್ವಜನಿಕರಿಗೆ ಸೂಕ್ತ ಮಾಹಿತಿ ನೀಡಲಾಯಿತು. (522, 599, 751, 628)
article4-headline (31, 1408, 751, 1471)
article1-headline (31, 117, 751, 180)
article5-col3-body (1281, 1618, 1511, 1722)
article-raichur-utsav (31, 117, 751, 653)
article1-photo-crowd (277, 297, 750, 443)
article4-col1-p2: ನಿನ್ನೆ ಜನಾರ್ದನ ರೆಡ್ಡಿಯವರು ಸದನದಲ್ಲಿ ಬಳ್ಳಾರಿ ಗಲಭೆಗೆ ನಾನು ಭರತ ರೆಡ್ಡಿ ಕಾರಣ, ಕಾಂಗ್ರೆಸ್ ಕಾರ್ಯಕರ್ತರ ಸಾವಿಗೆ ಗಣಿಮಾಫಿಯಾಗಳು ಎಂದು ಪ್ರಶ್ನೆ ಸಿಬಿಐ ಸೇರಿದಂತೆ ಒತ್ತಾಯಿಸಿ, ಇಂದು ಶಾಸಕ ಬಿ ನಾಗೇಂದ್ರ ಮಾತಾಡಿ, ಜನಾರ್ದನ ರೆಡ್ಡಿಯವರು ಸದನಕ್ಕೆ ಸುಳ್ಳು ಮಾಹಿತಿ ಕೊಟ್ಟು ದಾರಿ ತಪ್ಪಿಸಿದ್ದು ಎಂದು ಆರೋಪಿಸಿ ಪ್ರಕರಣದ ವಿವರಣೆ ಕೊಡಲು ಮುಂದಾದರು. ಈ ಸಂದರ್ಭದಲ್ಲಿ ಜನಾರ್ದನ ರೆಡ್ಡಿ ಹಾಗೂ ಬಿ ನಾಗೇಂದ್ರಗೂ ತೀವ್ರ ವಾಗ್ವಾದ ನಡೆದು ಸದನ ಗಲ್ಲು, ಕೋಲಾಹಲದಲ್ಲಿ ಮುಳುಗಿತ್ತು. ಬಳಿಕ ಮಾತಾಡಿದ ಬಿ ನಾಗೇಂದ್ರ, ರೆಡ್ಡಿ ಮನೆ ಮುಂದೆ ಗಣಚೆ ವಾರ್ತೆ ಫೋಟೋ ಇದ್ದ ಪ್ಲಾಸ್ಟರ್ ಕೆಳಕ್ಕೆ ಹಾಕಿ ಅವಮಾನ ಮಾಡಿದ್ದು, ಗಲಭೆಯಿಂದಲೇ ಕಾಂಗ್ರೆಸ್ ಕಾರ್ಯಕರ್ತರ ಸಾವು, ಯಾರು ಕಾರಣ ಅಂತ ತನಿಖೆಯಲ್ಲಿ ಬಯಲಾಗುತ್ತದೆ. ಬಿಜೆಪಿ ಜನಾರ್ದನ ಬ್ಯಾನರಿಂದಲೇ ಸಮಾವೇಶದಲ್ಲಿ ಶ್ರೀರಾಮುಲು ಎಂದು ಹೇಳಿ ರೊಚ್ಚಿಗೆದ್ದು ಮೇಲು ಕಟ್ಟು ಸಮಾಣ ಸ್ಪೀಕರ್ ತಿರುಗೇಟು ನಮ್ಮ ಸರ್ಕಾರ ಅಧಿಕಾರವನ್ನು ಭರತಕ್ಕೆ. (31, 1570, 261, 1793)
article3-column-1 (31, 1210, 258, 1352)
masthead-brand-name: ಬಿಸಿಲ ವಾಣಿ (1321, 33, 1439, 68)
article6-portrait-photo (1034, 2162, 1264, 2354)
article-road-safety (783, 117, 1511, 729)
article5-col3-p1: ಈ ವೇಳೆ ತಮ್ಮ ಶಿಷ್ಯರೊಂದಿಗೆ ಅಧಿಕಾರಗಳು ಪ್ರಯತ್ನಿಸಿ ನಡೆಸುತ್ತಿರುವ ಎಂದು ಆರೋಪಿಸಿ ಅವರು ಧರಣಿ ನಡೆಸಿದ್ದರು. (1281, 1620, 1511, 1649)
article4-col-rule-1 (269, 1763, 270, 2223)
article1-bottom-rule (31, 1138, 751, 1139)
article2-col1-p1: ರಾಯಚೂರು : ದೇಶದಲ್ಲಿ ಪ್ರತಿನಿತ್ಯ ಅಪಘಾತ ಪ್ರಕರಣಗಳ ಹೆಚ್ಚುತ್ತಿದ್ದು, ರಸ್ತೆ ಸುರಕ್ಷತೆಯ ಬಗ್ಗೆ ಸಾರ್ವಜನಿಕರು, ವಿದ್ಯಾರ್ಥಿಗಳು ಸೇರಿದಂತೆ ಪ್ರತಿಯೊಬ್ಬರಲ್ಲಿ ಜಾಗೃತಿ ಮೂಡಿಸುವ ಅಗತ್ಯವಿದೆ ಎಂದು ಗೌರವಾನ್ವಿತ ಪ್ರಧಾನ ಜಿಲ್ಲಾ ಮತ್ತು ಸತ್ರ ನ್ಯಾಯಾಧೀಶರು ಹಾಗೂ ಜಿಲ್ಲಾ ಕಾನೂನು ಸೇವೆಗಳ ಪ್ರಾಧಿಕಾರದ ಅಧ್ಯಕ್ಷರಾದ ಮಾರುತಿ ಬಾಗಡೆ ಅವರು ಹೇಳಿದರು. (783, 235, 1014, 329)
